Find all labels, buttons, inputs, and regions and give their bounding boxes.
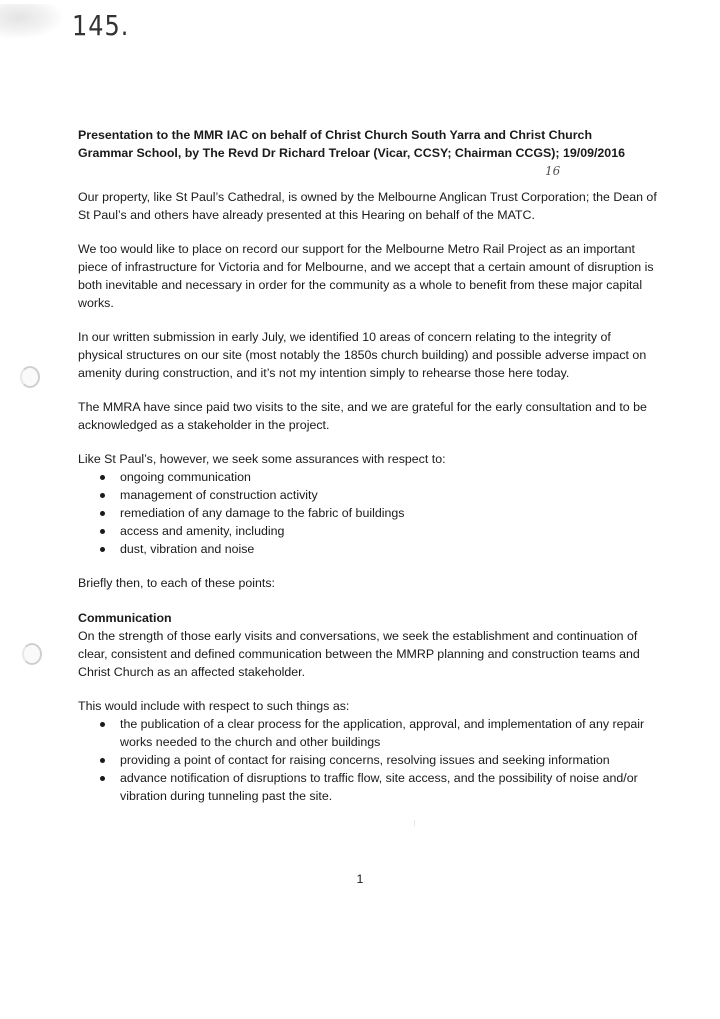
punch-hole-bottom: [22, 643, 42, 665]
title-line-1: Presentation to the MMR IAC on behalf of Christ Church South Yarra and Christ Church: [78, 128, 593, 142]
communication-heading: Communication: [78, 611, 172, 625]
scan-smudge: [0, 4, 62, 38]
paragraph-support: We too would like to place on record our support for the Melbourne Metro Rail Project as an important piece of infrastructure for Victoria and for Melbourne, and we accept that a certain amount of disruption is both inevitable and necessary in order for the community as a whole to benefit from these major capital works.: [78, 242, 654, 310]
list-item: dust, vibration and noise: [120, 540, 658, 558]
handwritten-page-number: 145.: [72, 9, 130, 43]
list-item: advance notification of disruptions to traffic flow, site access, and the possibility of noise and/or vibration during tunneling past the site.: [120, 769, 658, 805]
list-item: remediation of any damage to the fabric of buildings: [120, 504, 658, 522]
paragraph-mmra-visits: The MMRA have since paid two visits to the site, and we are grateful for the early consultation and to be acknowledged as a stakeholder in the project.: [78, 400, 647, 432]
assurances-intro: Like St Paul’s, however, we seek some assurances with respect to:: [78, 452, 446, 466]
scan-mark: [414, 820, 415, 826]
paragraph-written-submission: In our written submission in early July, we identified 10 areas of concern relating to the integrity of physical structures on our site (most notably the 1850s church building) and possible adverse impact on amenity during construction, and it’s not my intention simply to rehearse those here today.: [78, 330, 647, 380]
handwritten-date-correction: 16: [545, 164, 561, 178]
document-title: [78, 126, 658, 178]
punch-hole-top: [20, 366, 40, 388]
page-number: 1: [356, 872, 364, 886]
briefly-line: Briefly then, to each of these points:: [78, 576, 275, 590]
list-item: ongoing communication: [120, 468, 658, 486]
list-item: the publication of a clear process for the application, approval, and implementation of any repair works needed to the church and other buildings: [120, 715, 658, 751]
title-line-2: Grammar School, by The Revd Dr Richard Treloar (Vicar, CCSY; Chairman CCGS); 19/09/2016: [78, 146, 625, 160]
communication-list: [78, 715, 658, 805]
paragraph-ownership: Our property, like St Paul’s Cathedral, is owned by the Melbourne Anglican Trust Corporation; the Dean of St Paul’s and others have already presented at this Hearing on behalf of the MATC.: [78, 190, 657, 222]
document-body: [78, 126, 658, 805]
communication-intro: This would include with respect to such things as:: [78, 699, 350, 713]
communication-body: On the strength of those early visits and conversations, we seek the establishment and continuation of clear, consistent and defined communication between the MMRP planning and construction teams and Christ Church as an affected stakeholder.: [78, 629, 640, 679]
list-item: access and amenity, including: [120, 522, 658, 540]
list-item: management of construction activity: [120, 486, 658, 504]
assurances-list: [78, 468, 658, 558]
list-item: providing a point of contact for raising concerns, resolving issues and seeking information: [120, 751, 658, 769]
